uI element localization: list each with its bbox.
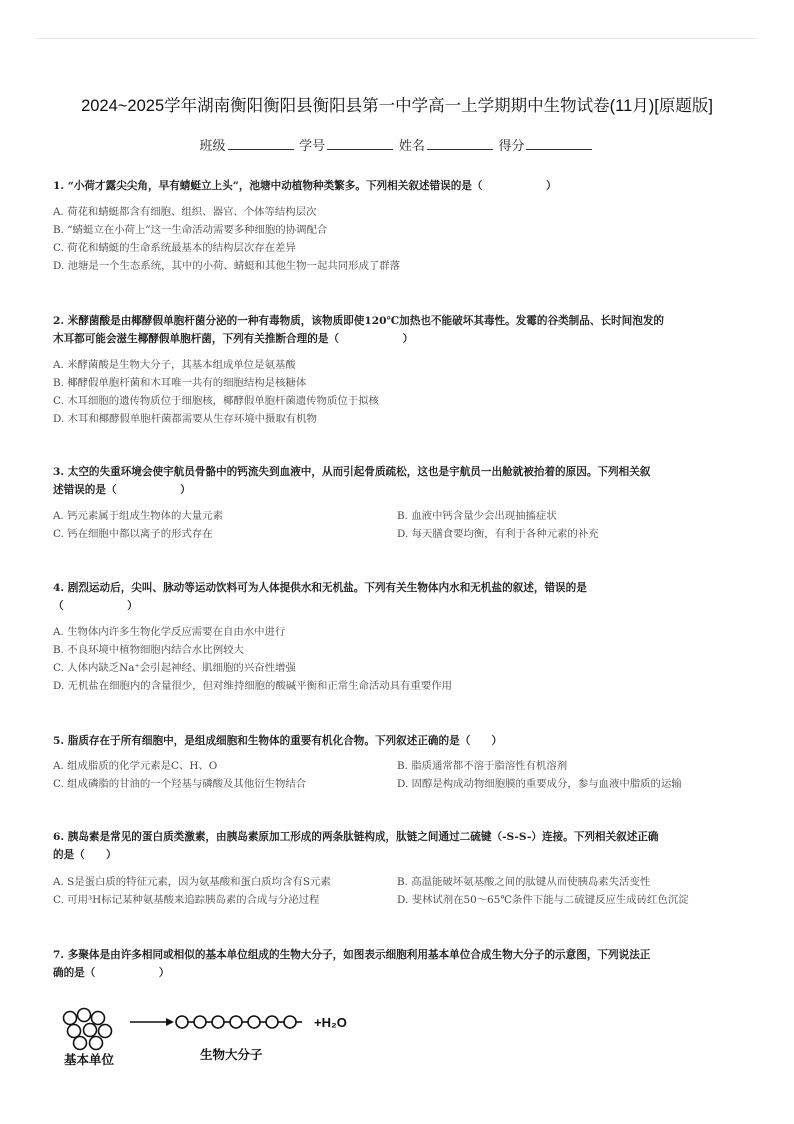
page-title: 2024~2025学年湖南衡阳衡阳县衡阳县第一中学高一上学期期中生物试卷(11月)[原题版]: [81, 97, 713, 115]
question-1-option-c: C. 荷花和蜻蜓的生命系统最基本的结构层次存在差异: [53, 242, 296, 254]
question-1-option-b: B. “蜻蜓立在小荷上”这一生命活动需要多种细胞的协调配合: [53, 224, 328, 236]
question-3-stem-line1: 3. 太空的失重环境会使宇航员骨骼中的钙流失到血液中，从而引起骨质疏松，这也是宇航员一出舱就被抬着的原因。下列相关叙: [53, 466, 651, 478]
question-2-stem-line1: 2. 米酵菌酸是由椰酵假单胞杆菌分泌的一种有毒物质，该物质即使120℃加热也不能破坏其毒性。发霉的谷类制品、长时间泡发的: [53, 315, 665, 327]
question-1-stem: 1. “小荷才露尖尖角，早有蜻蜓立上头”，池塘中动植物种类繁多。下列相关叙述错误的是（ ）: [53, 180, 557, 192]
name-label: 姓名: [398, 138, 425, 153]
question-7-stem-line1: 7. 多聚体是由许多相同或相似的基本单位组成的生物大分子，如图表示细胞利用基本单位合成生物大分子的示意图，下列说法正: [53, 949, 651, 961]
question-3-option-a: A. 钙元素属于组成生物体的大量元素: [53, 510, 223, 522]
monomer-polymer-diagram: [60, 1004, 380, 1074]
name-blank: [427, 137, 493, 150]
arrow-icon: [130, 1018, 174, 1026]
question-1-option-d: D. 池塘是一个生态系统，其中的小荷、蜻蜓和其他生物一起共同形成了群落: [53, 260, 401, 272]
question-3-option-d: D. 每天膳食要均衡，有利于各种元素的补充: [397, 528, 599, 540]
score-label: 得分: [498, 138, 525, 153]
class-label: 班级: [199, 138, 226, 153]
question-3-option-b: B. 血液中钙含量少会出现抽搐症状: [397, 510, 557, 522]
question-5-option-b: B. 脂质通常都不溶于脂溶性有机溶剂: [397, 760, 568, 772]
question-4-stem-line2: （ ）: [53, 600, 138, 612]
question-6-stem-line2: 的是（ ）: [53, 849, 117, 861]
question-1-option-a: A. 荷花和蜻蜓都含有细胞、组织、器官、个体等结构层次: [53, 206, 317, 218]
question-7-stem-line2: 确的是（ ）: [53, 967, 170, 979]
question-5-option-d: D. 固醇是构成动物细胞膜的重要成分，参与血液中脂质的运输: [397, 778, 682, 790]
polymer-chain: [176, 1016, 302, 1028]
question-5-option-c: C. 组成磷脂的甘油的一个羟基与磷酸及其他衍生物结合: [53, 778, 307, 790]
question-6-option-c: C. 可用³H标记某种氨基酸来追踪胰岛素的合成与分泌过程: [53, 894, 320, 906]
question-2-option-d: D. 木耳和椰酵假单胞杆菌都需要从生存环境中摄取有机物: [53, 413, 317, 425]
question-6-option-d: D. 斐林试剂在50～65℃条件下能与二硫键反应生成砖红色沉淀: [397, 894, 689, 906]
monomer-circles: [64, 1009, 112, 1050]
question-2-option-a: A. 米酵菌酸是生物大分子，其基本组成单位是氨基酸: [53, 359, 296, 371]
question-3-stem-line2: 述错误的是（ ）: [53, 484, 191, 496]
question-4-option-d: D. 无机盐在细胞内的含量很少，但对维持细胞的酸碱平衡和正常生命活动具有重要作用: [53, 680, 453, 692]
score-blank: [526, 137, 592, 150]
polymer-label: 生物大分子: [200, 1047, 263, 1062]
id-blank: [327, 137, 393, 150]
question-6-option-a: A. S是蛋白质的特征元素，因为氨基酸和蛋白质均含有S元素: [53, 876, 331, 888]
monomer-label: 基本单位: [64, 1052, 115, 1067]
question-2-option-c: C. 木耳细胞的遗传物质位于细胞核，椰酵假单胞杆菌遗传物质位于拟核: [53, 395, 379, 407]
class-blank: [228, 137, 294, 150]
question-4-option-b: B. 不良环境中植物细胞内结合水比例较大: [53, 644, 244, 656]
question-3-option-c: C. 钙在细胞中都以离子的形式存在: [53, 528, 213, 540]
id-label: 学号: [299, 138, 326, 153]
question-5-option-a: A. 组成脂质的化学元素是C、H、O: [53, 760, 218, 772]
question-4-option-a: A. 生物体内许多生物化学反应需要在自由水中进行: [53, 626, 286, 638]
question-2-stem-line2: 木耳都可能会滋生椰酵假单胞杆菌，下列有关推断合理的是（ ）: [53, 333, 414, 345]
question-5-stem: 5. 脂质存在于所有细胞中，是组成细胞和生物体的重要有机化合物。下列叙述正确的是（ ）: [53, 735, 503, 747]
question-4-option-c: C. 人体内缺乏Na⁺会引起神经、肌细胞的兴奋性增强: [53, 662, 296, 674]
question-6-option-b: B. 高温能破坏氨基酸之间的肽键从而使胰岛素失活变性: [397, 876, 651, 888]
question-2-option-b: B. 椰酵假单胞杆菌和木耳唯一共有的细胞结构是核糖体: [53, 377, 307, 389]
student-info-line: [0, 135, 794, 154]
question-4-stem-line1: 4. 剧烈运动后，尖叫、脉动等运动饮料可为人体提供水和无机盐。下列有关生物体内水和无机盐的叙述，错误的是: [53, 582, 587, 594]
water-product-label: +H₂O: [314, 1015, 347, 1030]
top-divider: [36, 38, 758, 39]
question-6-stem-line1: 6. 胰岛素是常见的蛋白质类激素，由胰岛素原加工形成的两条肽链构成，肽链之间通过二硫键（-S-S-）连接。下列相关叙述正确: [53, 831, 659, 843]
